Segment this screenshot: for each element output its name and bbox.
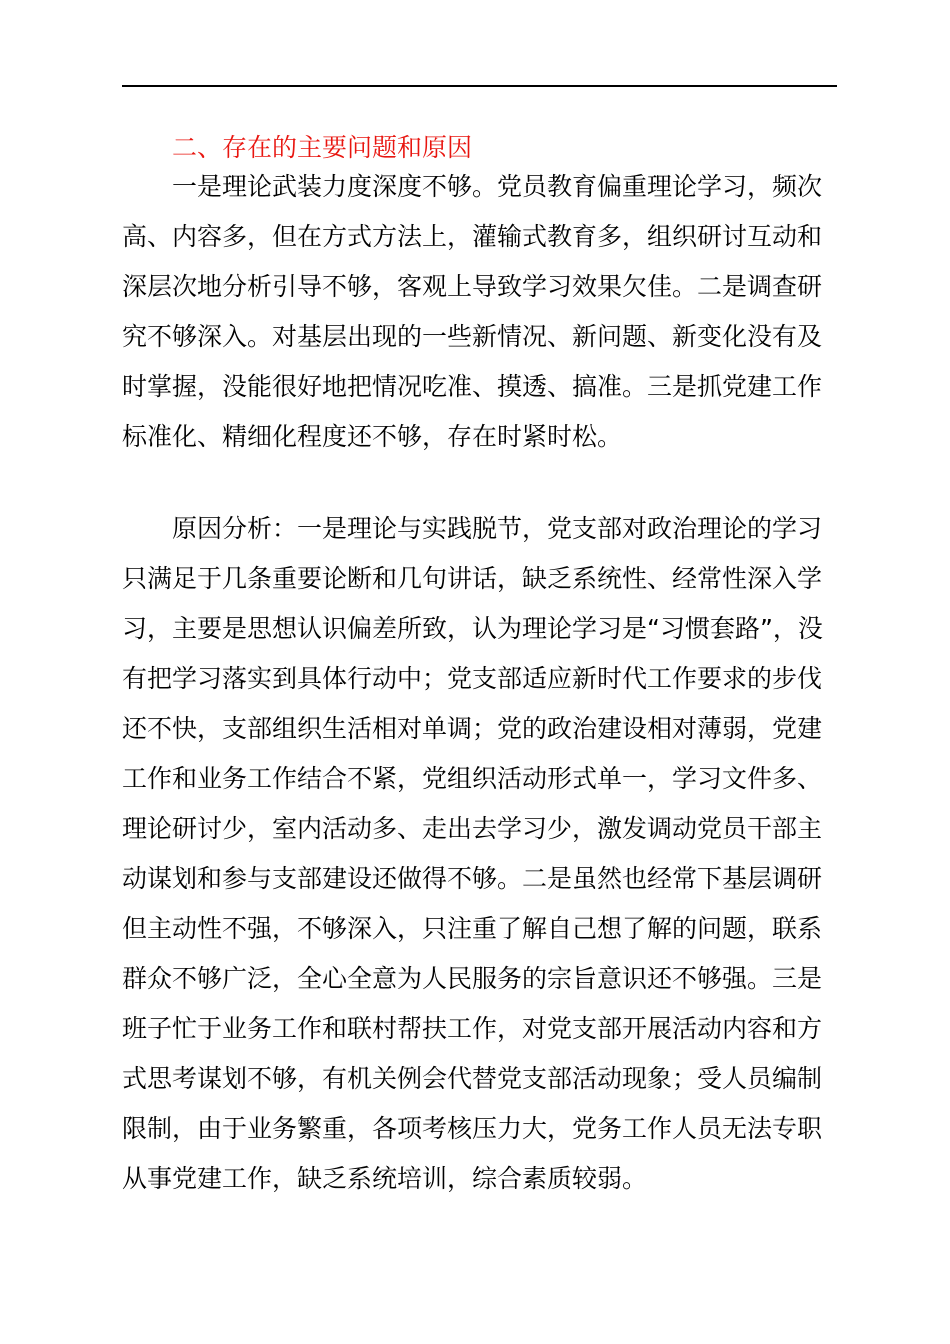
paragraph-line: 有把学习落实到具体行动中；党支部适应新时代工作要求的步伐 <box>122 664 823 693</box>
paragraph-line: 习，主要是思想认识偏差所致，认为理论学习是“习惯套路”，没 <box>122 614 823 643</box>
paragraph-line: 但主动性不强，不够深入，只注重了解自己想了解的问题，联系 <box>122 914 823 943</box>
paragraph-line: 动谋划和参与支部建设还做得不够。二是虽然也经常下基层调研 <box>122 864 823 893</box>
paragraph-line: 从事党建工作，缺乏系统培训，综合素质较弱。 <box>122 1164 648 1193</box>
paragraph-line: 工作和业务工作结合不紧，党组织活动形式单一，学习文件多、 <box>122 764 823 793</box>
paragraph-line: 原因分析：一是理论与实践脱节，党支部对政治理论的学习 <box>172 514 823 543</box>
paragraph-problems <box>122 162 838 462</box>
paragraph-line: 究不够深入。对基层出现的一些新情况、新问题、新变化没有及 <box>122 322 823 351</box>
section-heading: 二、存在的主要问题和原因 <box>172 133 473 162</box>
paragraph-line: 高、内容多，但在方式方法上，灌输式教育多，组织研讨互动和 <box>122 222 823 251</box>
paragraph-line: 理论研讨少，室内活动多、走出去学习少，激发调动党员干部主 <box>122 814 823 843</box>
paragraph-line: 限制，由于业务繁重，各项考核压力大，党务工作人员无法专职 <box>122 1114 823 1143</box>
paragraph-line: 式思考谋划不够，有机关例会代替党支部活动现象；受人员编制 <box>122 1064 823 1093</box>
paragraph-line: 只满足于几条重要论断和几句讲话，缺乏系统性、经常性深入学 <box>122 564 823 593</box>
paragraph-line: 深层次地分析引导不够，客观上导致学习效果欠佳。二是调查研 <box>122 272 823 301</box>
paragraph-causes <box>122 504 838 1204</box>
header-rule <box>122 85 837 87</box>
paragraph-line: 标准化、精细化程度还不够，存在时紧时松。 <box>122 422 623 451</box>
paragraph-line: 时掌握，没能很好地把情况吃准、摸透、搞准。三是抓党建工作 <box>122 372 823 401</box>
paragraph-line: 还不快，支部组织生活相对单调；党的政治建设相对薄弱，党建 <box>122 714 823 743</box>
paragraph-line: 班子忙于业务工作和联村帮扶工作，对党支部开展活动内容和方 <box>122 1014 823 1043</box>
paragraph-line: 群众不够广泛，全心全意为人民服务的宗旨意识还不够强。三是 <box>122 964 823 993</box>
paragraph-line: 一是理论武装力度深度不够。党员教育偏重理论学习，频次 <box>172 172 823 201</box>
